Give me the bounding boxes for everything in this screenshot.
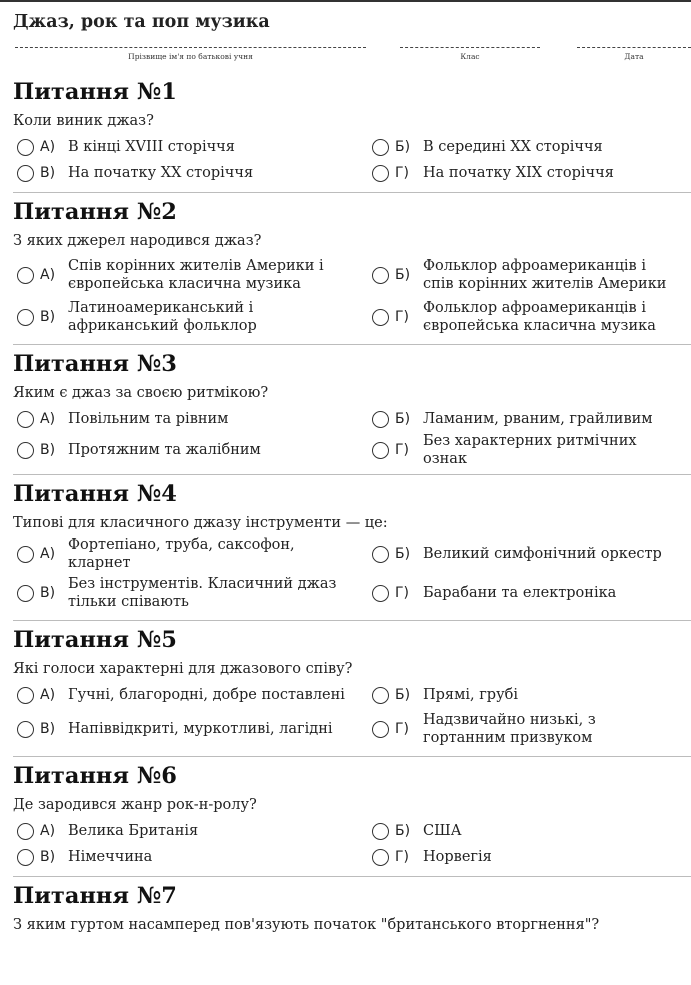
option-text: Великий симфонічний оркестр: [423, 546, 662, 562]
radio-button-icon[interactable]: [17, 823, 34, 840]
answer-options: [13, 818, 691, 870]
question-heading: Питання №1: [13, 79, 177, 105]
answer-options: [13, 682, 691, 750]
radio-button-icon[interactable]: [17, 267, 34, 284]
answer-option[interactable]: [13, 682, 368, 708]
radio-button-icon[interactable]: [372, 267, 389, 284]
answer-options: [13, 254, 691, 338]
radio-button-icon[interactable]: [17, 165, 34, 182]
option-letter: А): [40, 823, 56, 839]
answer-option[interactable]: [13, 296, 368, 338]
question-text: Коли виник джаз?: [13, 113, 154, 129]
answer-options: [13, 406, 691, 468]
option-text: В кінці XVIII сторіччя: [68, 139, 235, 155]
question-heading: Питання №3: [13, 351, 177, 377]
option-text: Фольклор афроамериканців і спів корінних жителів Америки: [423, 258, 667, 292]
radio-button-icon[interactable]: [372, 546, 389, 563]
option-text: На початку XIX сторіччя: [423, 165, 614, 181]
radio-button-icon[interactable]: [17, 849, 34, 866]
radio-button-icon[interactable]: [17, 442, 34, 459]
option-letter: Г): [395, 165, 409, 181]
answer-option[interactable]: [13, 160, 368, 186]
option-letter: Б): [395, 411, 411, 427]
radio-button-icon[interactable]: [17, 139, 34, 156]
question-5: [13, 621, 691, 757]
date-line: [577, 47, 691, 48]
option-text: Ламаним, рваним, грайливим: [423, 411, 653, 427]
option-letter: Г): [395, 442, 409, 458]
option-letter: Г): [395, 721, 409, 737]
answer-option[interactable]: [368, 432, 688, 468]
answer-option[interactable]: [368, 682, 688, 708]
option-text: Латиноамериканський і африканський фольклор: [68, 300, 257, 334]
option-letter: А): [40, 411, 56, 427]
option-text: США: [423, 823, 462, 839]
question-7: [13, 877, 691, 942]
option-letter: Б): [395, 546, 411, 562]
answer-option[interactable]: [368, 818, 688, 844]
option-letter: В): [40, 165, 56, 181]
answer-option[interactable]: [368, 134, 688, 160]
question-heading: Питання №6: [13, 763, 177, 789]
option-text: На початку XX сторіччя: [68, 165, 254, 181]
answer-option[interactable]: [13, 134, 368, 160]
date-field[interactable]: [577, 47, 691, 73]
option-text: Протяжним та жалібним: [68, 442, 261, 458]
answer-option[interactable]: [368, 708, 688, 750]
signature-row: [13, 47, 691, 73]
student-name-field[interactable]: [15, 47, 366, 73]
question-text: Де зародився жанр рок-н-ролу?: [13, 797, 257, 813]
answer-option[interactable]: [368, 844, 688, 870]
question-1: [13, 73, 691, 193]
option-letter: Г): [395, 309, 409, 325]
answer-option[interactable]: [13, 572, 368, 614]
radio-button-icon[interactable]: [17, 411, 34, 428]
student-name-caption: Прізвище ім'я по батькові учня: [128, 52, 253, 61]
option-letter: Г): [395, 585, 409, 601]
radio-button-icon[interactable]: [17, 721, 34, 738]
option-letter: Б): [395, 823, 411, 839]
answer-option[interactable]: [368, 572, 688, 614]
option-letter: А): [40, 687, 56, 703]
option-text: Без інструментів. Класичний джаз тільки співають: [68, 576, 337, 610]
option-text: Норвегія: [423, 849, 492, 865]
answer-options: [13, 536, 691, 614]
radio-button-icon[interactable]: [372, 309, 389, 326]
radio-button-icon[interactable]: [372, 585, 389, 602]
worksheet: [0, 10, 691, 942]
option-letter: В): [40, 585, 56, 601]
radio-button-icon[interactable]: [372, 411, 389, 428]
option-text: Без характерних ритмічних ознак: [423, 433, 637, 467]
question-list: [13, 73, 691, 942]
answer-option[interactable]: [13, 818, 368, 844]
question-heading: Питання №2: [13, 199, 177, 225]
question-3: [13, 345, 691, 475]
option-text: Напіввідкриті, муркотливі, лагідні: [68, 721, 333, 737]
radio-button-icon[interactable]: [372, 721, 389, 738]
answer-options: [13, 134, 691, 186]
option-letter: А): [40, 267, 56, 283]
radio-button-icon[interactable]: [372, 139, 389, 156]
worksheet-title: Джаз, рок та поп музика: [13, 12, 270, 32]
radio-button-icon[interactable]: [17, 546, 34, 563]
date-caption: Дата: [624, 52, 644, 61]
option-letter: Б): [395, 687, 411, 703]
option-text: В середині XX сторіччя: [423, 139, 603, 155]
option-text: Фольклор афроамериканців і європейська класична музика: [423, 300, 656, 334]
question-text: З яких джерел народився джаз?: [13, 233, 262, 249]
radio-button-icon[interactable]: [372, 442, 389, 459]
radio-button-icon[interactable]: [372, 165, 389, 182]
question-text: Яким є джаз за своєю ритмікою?: [13, 385, 269, 401]
class-field[interactable]: [400, 47, 540, 73]
option-letter: В): [40, 849, 56, 865]
question-text: З яким гуртом насамперед пов'язують початок "британського вторгнення"?: [13, 917, 600, 933]
option-letter: А): [40, 139, 56, 155]
question-6: [13, 757, 691, 877]
answer-option[interactable]: [13, 432, 368, 468]
option-letter: В): [40, 721, 56, 737]
class-line: [400, 47, 540, 48]
option-letter: В): [40, 442, 56, 458]
radio-button-icon[interactable]: [17, 585, 34, 602]
question-2: [13, 193, 691, 345]
option-letter: В): [40, 309, 56, 325]
answer-option[interactable]: [368, 406, 688, 432]
option-letter: Б): [395, 267, 411, 283]
question-heading: Питання №7: [13, 883, 177, 909]
option-text: Фортепіано, труба, саксофон, кларнет: [68, 537, 295, 571]
option-letter: Б): [395, 139, 411, 155]
answer-option[interactable]: [13, 406, 368, 432]
question-heading: Питання №5: [13, 627, 177, 653]
question-text: Які голоси характерні для джазового співу?: [13, 661, 353, 677]
answer-option[interactable]: [368, 254, 688, 296]
answer-option[interactable]: [13, 536, 368, 572]
class-caption: Клас: [460, 52, 480, 61]
answer-option[interactable]: [13, 844, 368, 870]
answer-option[interactable]: [368, 160, 688, 186]
option-letter: Г): [395, 849, 409, 865]
student-name-line: [15, 47, 366, 48]
radio-button-icon[interactable]: [372, 849, 389, 866]
question-text: Типові для класичного джазу інструменти — це:: [13, 515, 388, 531]
option-text: Прямі, грубі: [423, 687, 518, 703]
option-text: Повільним та рівним: [68, 411, 229, 427]
option-text: Велика Британія: [68, 823, 199, 839]
answer-option[interactable]: [13, 254, 368, 296]
radio-button-icon[interactable]: [372, 687, 389, 704]
question-4: [13, 475, 691, 621]
option-text: Німеччина: [68, 849, 153, 865]
radio-button-icon[interactable]: [17, 309, 34, 326]
option-letter: А): [40, 546, 56, 562]
option-text: Спів корінних жителів Америки і європейська класична музика: [68, 258, 324, 292]
answer-option[interactable]: [368, 296, 688, 338]
answer-option[interactable]: [13, 708, 368, 750]
question-heading: Питання №4: [13, 481, 177, 507]
radio-button-icon[interactable]: [372, 823, 389, 840]
radio-button-icon[interactable]: [17, 687, 34, 704]
option-text: Барабани та електроніка: [423, 585, 617, 601]
option-text: Гучні, благородні, добре поставлені: [68, 687, 345, 703]
option-text: Надзвичайно низькі, з гортанним призвуком: [423, 712, 596, 746]
answer-option[interactable]: [368, 536, 688, 572]
